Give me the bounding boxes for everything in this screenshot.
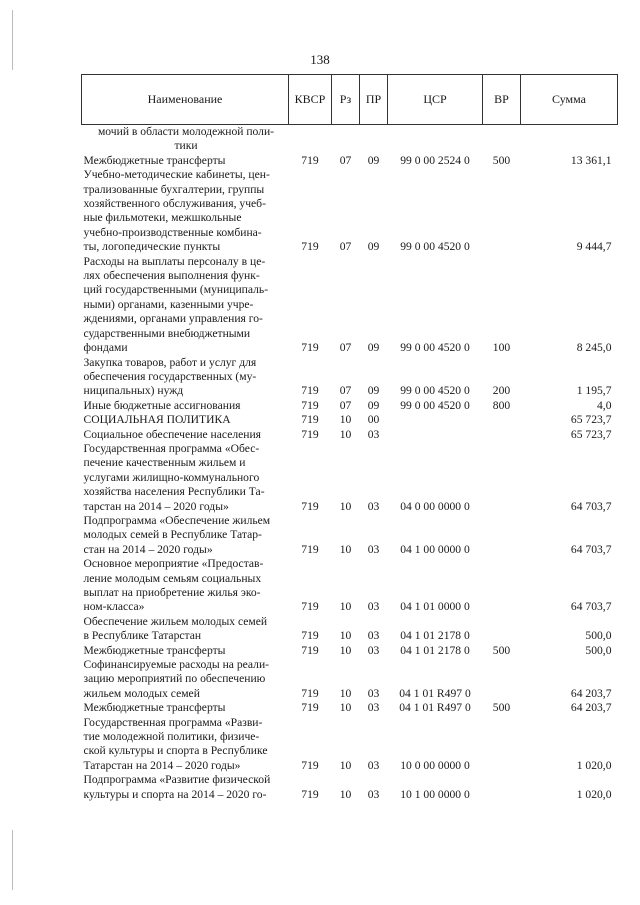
- row-vr: 500: [492, 153, 511, 167]
- row-name-line: жильем молодых семей: [83, 686, 200, 700]
- table-row: [82, 356, 618, 399]
- row-kvsr: 719: [301, 686, 319, 700]
- row-name-line: Закупка товаров, работ и услуг для: [83, 355, 257, 369]
- row-vr: 200: [492, 384, 511, 398]
- header-sum: Сумма: [521, 75, 618, 125]
- row-rz: [332, 125, 360, 154]
- row-rz: 10: [339, 787, 352, 801]
- row-csr: 04 1 01 R497 0: [399, 701, 471, 715]
- row-sum: 13 361,1: [570, 153, 612, 167]
- row-name-line: Межбюджетные трансферты: [83, 643, 226, 657]
- row-pr: 03: [367, 686, 380, 700]
- row-sum: 8 245,0: [576, 341, 612, 355]
- row-kvsr: 719: [301, 413, 319, 427]
- row-vr: [483, 557, 521, 615]
- table-row: [82, 557, 618, 615]
- row-sum: 1 020,0: [576, 787, 612, 801]
- row-sum: 500,0: [585, 643, 612, 657]
- row-pr: 09: [367, 341, 380, 355]
- row-kvsr: 719: [301, 398, 319, 412]
- row-pr: 03: [367, 758, 380, 772]
- row-name-line: печение качественным жильем и: [83, 456, 246, 470]
- row-name: [82, 168, 289, 254]
- row-csr: 99 0 00 4520 0: [400, 240, 470, 254]
- row-vr: [483, 773, 521, 802]
- header-vr: ВР: [483, 75, 521, 125]
- row-csr: 04 0 00 0000 0: [400, 499, 470, 513]
- row-name: [82, 644, 289, 658]
- row-rz: 10: [339, 499, 352, 513]
- row-csr: [388, 125, 483, 154]
- row-name-line: Государственная программа «Разви-: [83, 715, 263, 729]
- row-name: [82, 413, 289, 427]
- row-name: [82, 773, 289, 802]
- row-csr: 10 0 00 0000 0: [400, 758, 470, 772]
- header-pr: ПР: [360, 75, 388, 125]
- row-sum: 65 723,7: [570, 427, 612, 441]
- row-vr: [483, 442, 521, 514]
- row-csr: 99 0 00 4520 0: [400, 341, 470, 355]
- row-csr: 99 0 00 4520 0: [400, 384, 470, 398]
- row-vr: [483, 514, 521, 557]
- row-name-line: Учебно-методические кабинеты, цен-: [83, 168, 270, 182]
- row-name-line: культуры и спорта на 2014 – 2020 го-: [83, 787, 267, 801]
- table-row: [82, 428, 618, 442]
- table-row: [82, 514, 618, 557]
- row-kvsr: 719: [301, 499, 319, 513]
- row-sum: 1 020,0: [576, 758, 612, 772]
- row-vr: [483, 125, 521, 154]
- table-row: [82, 658, 618, 701]
- row-name-line: тарстан на 2014 – 2020 годы»: [83, 499, 229, 513]
- row-sum: 64 203,7: [570, 701, 612, 715]
- row-name: [82, 125, 289, 154]
- row-pr: 03: [367, 643, 380, 657]
- row-kvsr: 719: [301, 701, 319, 715]
- row-csr: [388, 428, 483, 442]
- row-pr: 03: [367, 629, 380, 643]
- row-name-line: зацию мероприятий по обеспечению: [83, 672, 266, 686]
- row-rz: 10: [339, 427, 352, 441]
- row-rz: 07: [339, 153, 352, 167]
- row-name: [82, 442, 289, 514]
- row-name-line: ций государственными (муниципаль-: [83, 283, 269, 297]
- row-name: [82, 701, 289, 715]
- row-name-line: Основное мероприятие «Предостав-: [83, 557, 264, 571]
- row-kvsr: 719: [301, 629, 319, 643]
- row-name: [82, 557, 289, 615]
- row-csr: 04 1 01 R497 0: [399, 686, 471, 700]
- row-kvsr: 719: [301, 427, 319, 441]
- row-name-line: Софинансируемые расходы на реали-: [83, 658, 270, 672]
- header-csr: ЦСР: [388, 75, 483, 125]
- row-name: [82, 356, 289, 399]
- row-kvsr: 719: [301, 153, 319, 167]
- row-vr: 100: [492, 341, 511, 355]
- row-name: [82, 428, 289, 442]
- row-name-line: Социальное обеспечение населения: [83, 427, 262, 441]
- row-csr: 99 0 00 4520 0: [400, 398, 470, 412]
- row-kvsr: 719: [301, 787, 319, 801]
- row-rz: 07: [339, 384, 352, 398]
- row-pr: 03: [367, 787, 380, 801]
- scan-edge-mark: [12, 830, 13, 890]
- row-pr: 09: [367, 398, 380, 412]
- row-name-line: Татарстан на 2014 – 2020 годы»: [83, 758, 241, 772]
- row-name-line: ждениями, органами управления го-: [83, 312, 263, 326]
- row-name: [82, 514, 289, 557]
- table-row: [82, 773, 618, 802]
- row-csr: 04 1 00 0000 0: [400, 542, 470, 556]
- row-pr: [360, 125, 388, 154]
- header-name: Наименование: [82, 75, 289, 125]
- row-pr: 03: [367, 427, 380, 441]
- header-kvsr: КВСР: [289, 75, 332, 125]
- table-row: [82, 442, 618, 514]
- row-rz: 10: [339, 701, 352, 715]
- table-row: [82, 399, 618, 413]
- row-sum: 64 703,7: [570, 600, 612, 614]
- row-name-line: Иные бюджетные ассигнования: [83, 398, 241, 412]
- row-rz: 07: [339, 240, 352, 254]
- row-name-line: хозяйственного обслуживания, учеб-: [83, 197, 266, 211]
- row-name-line: сударственными внебюджетными: [83, 326, 251, 340]
- row-vr: [483, 428, 521, 442]
- row-name-line: Подпрограмма «Развитие физической: [83, 773, 271, 787]
- row-name-line: Межбюджетные трансферты: [83, 701, 226, 715]
- row-rz: 10: [339, 758, 352, 772]
- row-vr: [483, 168, 521, 254]
- row-kvsr: 719: [301, 643, 319, 657]
- row-name-line: лях обеспечения выполнения функ-: [83, 269, 260, 283]
- row-kvsr: 719: [301, 600, 319, 614]
- table-row: [82, 154, 618, 168]
- table-body: [82, 125, 618, 803]
- row-name-line: Подпрограмма «Обеспечение жильем: [83, 513, 271, 527]
- row-kvsr: 719: [301, 240, 319, 254]
- row-name-line: ской культуры и спорта в Республике: [83, 744, 268, 758]
- row-pr: 09: [367, 153, 380, 167]
- row-name-line: ные фильмотеки, межшкольные: [83, 211, 242, 225]
- row-name-line: выплат на приобретение жилья эко-: [83, 586, 261, 599]
- table-row: [82, 125, 618, 154]
- row-csr: 99 0 00 2524 0: [400, 153, 470, 167]
- row-name-line: ными) органами, казенными учре-: [83, 297, 254, 311]
- row-name-line: хозяйства населения Республики Та-: [83, 485, 265, 499]
- row-vr: [483, 615, 521, 644]
- row-kvsr: [289, 125, 332, 154]
- row-name: [82, 716, 289, 774]
- row-name: [82, 399, 289, 413]
- row-sum: 4,0: [597, 398, 612, 412]
- row-name-line: молодых семей в Республике Татар-: [83, 528, 262, 542]
- row-rz: 10: [339, 686, 352, 700]
- row-rz: 10: [339, 643, 352, 657]
- row-rz: 10: [339, 542, 352, 556]
- table-row: [82, 644, 618, 658]
- row-kvsr: 719: [301, 758, 319, 772]
- row-name: [82, 255, 289, 356]
- row-name-line: фондами: [83, 341, 128, 355]
- row-name-line: мочий в области молодежной поли-: [97, 125, 275, 138]
- row-pr: 09: [367, 384, 380, 398]
- row-name-line: в Республике Татарстан: [83, 629, 202, 643]
- row-vr: [483, 716, 521, 774]
- budget-table: [81, 74, 618, 802]
- row-pr: 03: [367, 499, 380, 513]
- row-name-line: стан на 2014 – 2020 годы»: [83, 542, 213, 556]
- row-pr: 03: [367, 600, 380, 614]
- row-rz: 10: [339, 600, 352, 614]
- header-rz: Рз: [332, 75, 360, 125]
- row-pr: 03: [367, 701, 380, 715]
- row-name-line: ниципальных) нужд: [83, 384, 184, 398]
- table-row: [82, 168, 618, 254]
- row-name: [82, 615, 289, 644]
- row-name-line: тики: [174, 139, 198, 153]
- row-name-line: тие молодежной политики, физиче-: [83, 730, 260, 744]
- page-number: 138: [310, 52, 330, 67]
- row-csr: [388, 413, 483, 427]
- row-vr: [483, 413, 521, 427]
- row-name-line: Межбюджетные трансферты: [83, 153, 226, 167]
- row-csr: 04 1 01 0000 0: [400, 600, 470, 614]
- row-name-line: Расходы на выплаты персоналу в це-: [83, 254, 266, 268]
- scan-edge-mark: [12, 10, 13, 70]
- row-pr: 09: [367, 240, 380, 254]
- row-kvsr: 719: [301, 341, 319, 355]
- row-name: [82, 154, 289, 168]
- row-pr: 00: [367, 413, 380, 427]
- row-sum: 64 703,7: [570, 499, 612, 513]
- row-name: [82, 658, 289, 701]
- row-csr: 10 1 00 0000 0: [400, 787, 470, 801]
- row-sum: [521, 125, 618, 154]
- row-sum: 1 195,7: [576, 384, 612, 398]
- row-name-line: ление молодым семьям социальных: [83, 571, 262, 585]
- row-rz: 07: [339, 341, 352, 355]
- row-kvsr: 719: [301, 542, 319, 556]
- table-row: [82, 615, 618, 644]
- row-name-line: трализованные бухгалтерии, группы: [83, 182, 265, 196]
- row-name-line: ты, логопедические пункты: [83, 240, 221, 254]
- table-row: [82, 255, 618, 356]
- row-name-line: Обеспечение жильем молодых семей: [83, 614, 268, 628]
- row-pr: 03: [367, 542, 380, 556]
- row-sum: 64 203,7: [570, 686, 612, 700]
- row-name-line: ном-класса»: [83, 600, 145, 614]
- row-csr: 04 1 01 2178 0: [400, 629, 470, 643]
- row-name-line: учебно-производственные комбина-: [83, 225, 262, 239]
- table-row: [82, 413, 618, 427]
- row-vr: 500: [492, 643, 511, 657]
- table-row: [82, 716, 618, 774]
- table-row: [82, 701, 618, 715]
- row-sum: 9 444,7: [576, 240, 612, 254]
- table-header-row: [82, 75, 618, 125]
- row-kvsr: 719: [301, 384, 319, 398]
- row-vr: 500: [492, 701, 511, 715]
- row-sum: 64 703,7: [570, 542, 612, 556]
- row-vr: [483, 658, 521, 701]
- row-name-line: СОЦИАЛЬНАЯ ПОЛИТИКА: [83, 413, 231, 427]
- row-name-line: обеспечения государственных (му-: [83, 369, 257, 383]
- row-rz: 10: [339, 413, 352, 427]
- row-csr: 04 1 01 2178 0: [400, 643, 470, 657]
- row-name-line: Государственная программа «Обес-: [83, 441, 260, 455]
- row-sum: 65 723,7: [570, 413, 612, 427]
- row-vr: 800: [492, 398, 511, 412]
- row-sum: 500,0: [585, 629, 612, 643]
- row-rz: 10: [339, 629, 352, 643]
- row-name-line: услугами жилищно-коммунального: [83, 470, 260, 484]
- row-rz: 07: [339, 398, 352, 412]
